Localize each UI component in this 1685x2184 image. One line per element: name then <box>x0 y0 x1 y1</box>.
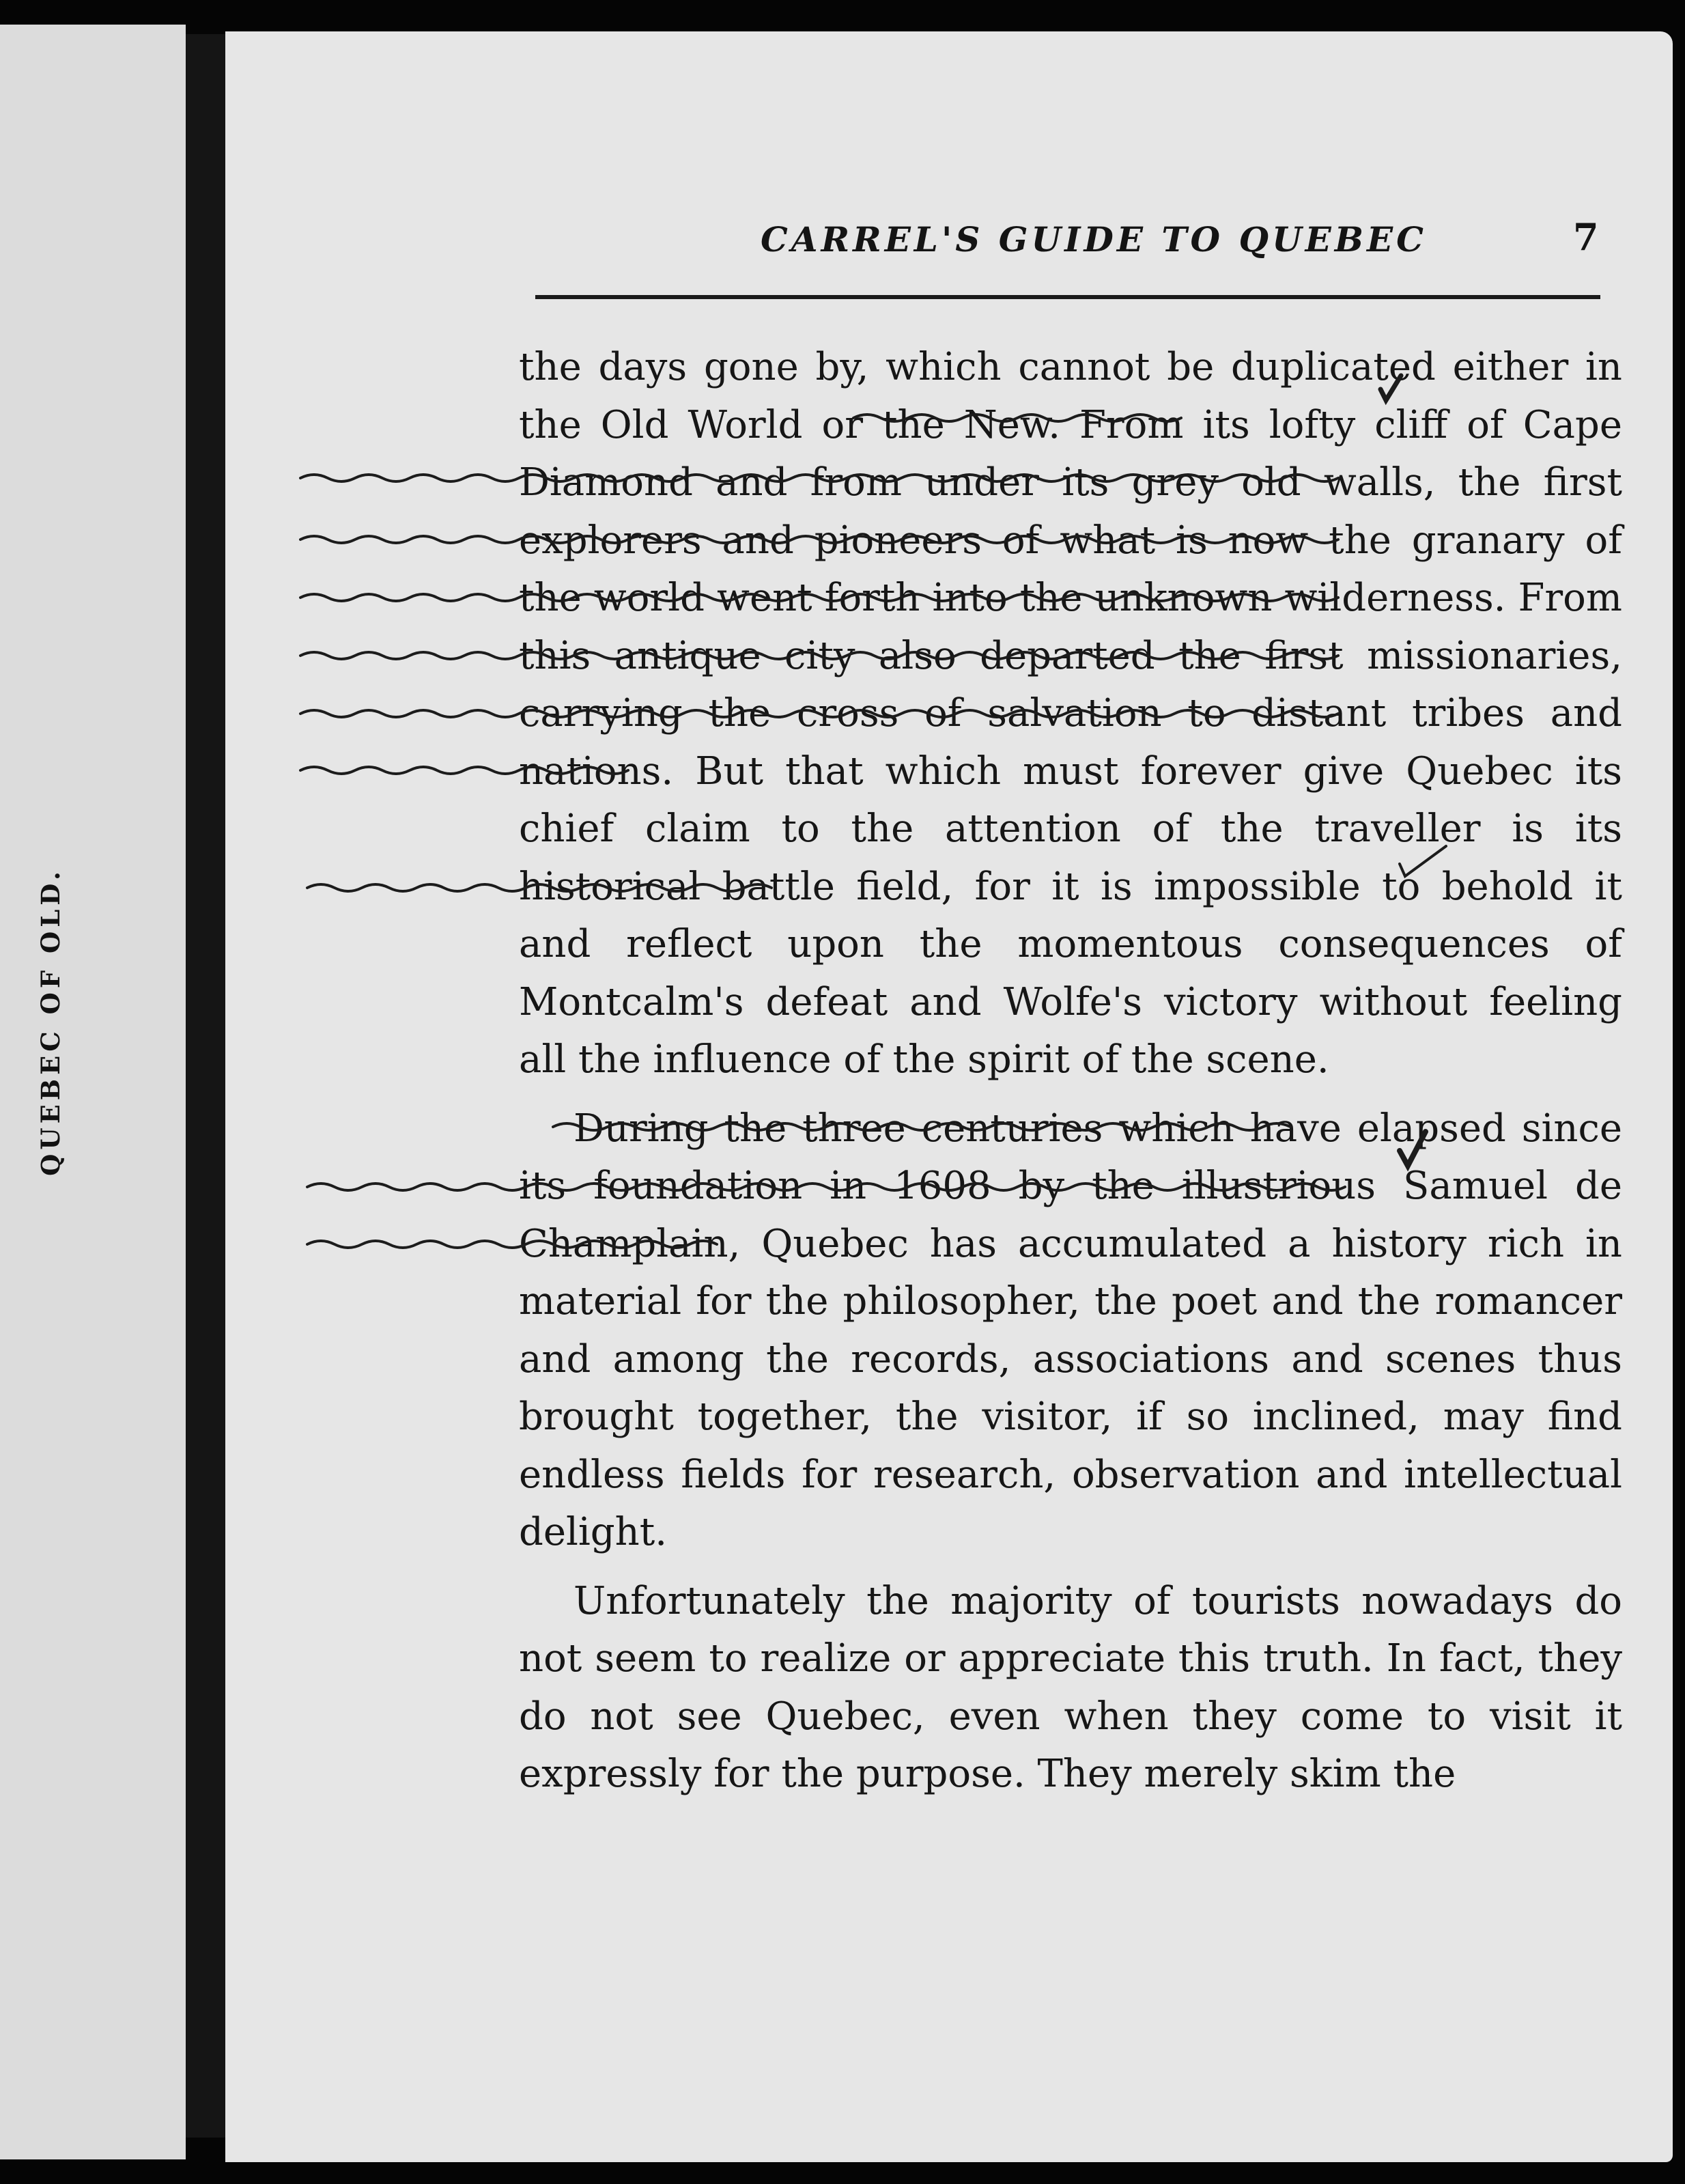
spine-label: QUEBEC OF OLD. <box>36 867 66 1176</box>
running-title: CARREL'S GUIDE TO QUEBEC <box>761 219 1427 260</box>
paragraph: Unfortunately the majority of tourists nowadays do not seem to realize or appreciate this truth. In fact, they do not see Quebec, even when they come to visit it expressly for the purpose. They merely skim the <box>519 1578 1622 1796</box>
header-rule <box>535 295 1600 299</box>
paragraph: During the three centuries which have elapsed since its foundation in 1608 by the illustrious Samuel de Champlain, Quebec has accumulated a history rich in material for the philosopher, the poet and the romancer and among the records, associations and scenes thus brought together, the visitor, if so inclined, may find endless fields for research, observation and intellectual delight. <box>519 1106 1622 1554</box>
page-number: 7 <box>1573 215 1599 259</box>
body-text <box>519 339 1622 1804</box>
gutter-shadow <box>186 34 228 2138</box>
facing-page <box>0 25 186 2159</box>
paragraph: the days gone by, which cannot be duplicated either in the Old World or the New. From its lofty cliff of Cape Diamond and from under its grey old walls, the first explorers and pioneers of what is now the granary of the world went forth into the unknown wilderness. From this antique city also departed the first missionaries, carrying the cross of salvation to distant tribes and nations. But that which must forever give Quebec its chief claim to the attention of the traveller is its historical battle field, for it is impossible to behold it and reflect upon the momentous consequences of Montcalm's defeat and Wolfe's victory without feeling all the influence of the spirit of the scene. <box>519 345 1622 1082</box>
page-header <box>535 206 1600 260</box>
book-page <box>225 31 1673 2162</box>
